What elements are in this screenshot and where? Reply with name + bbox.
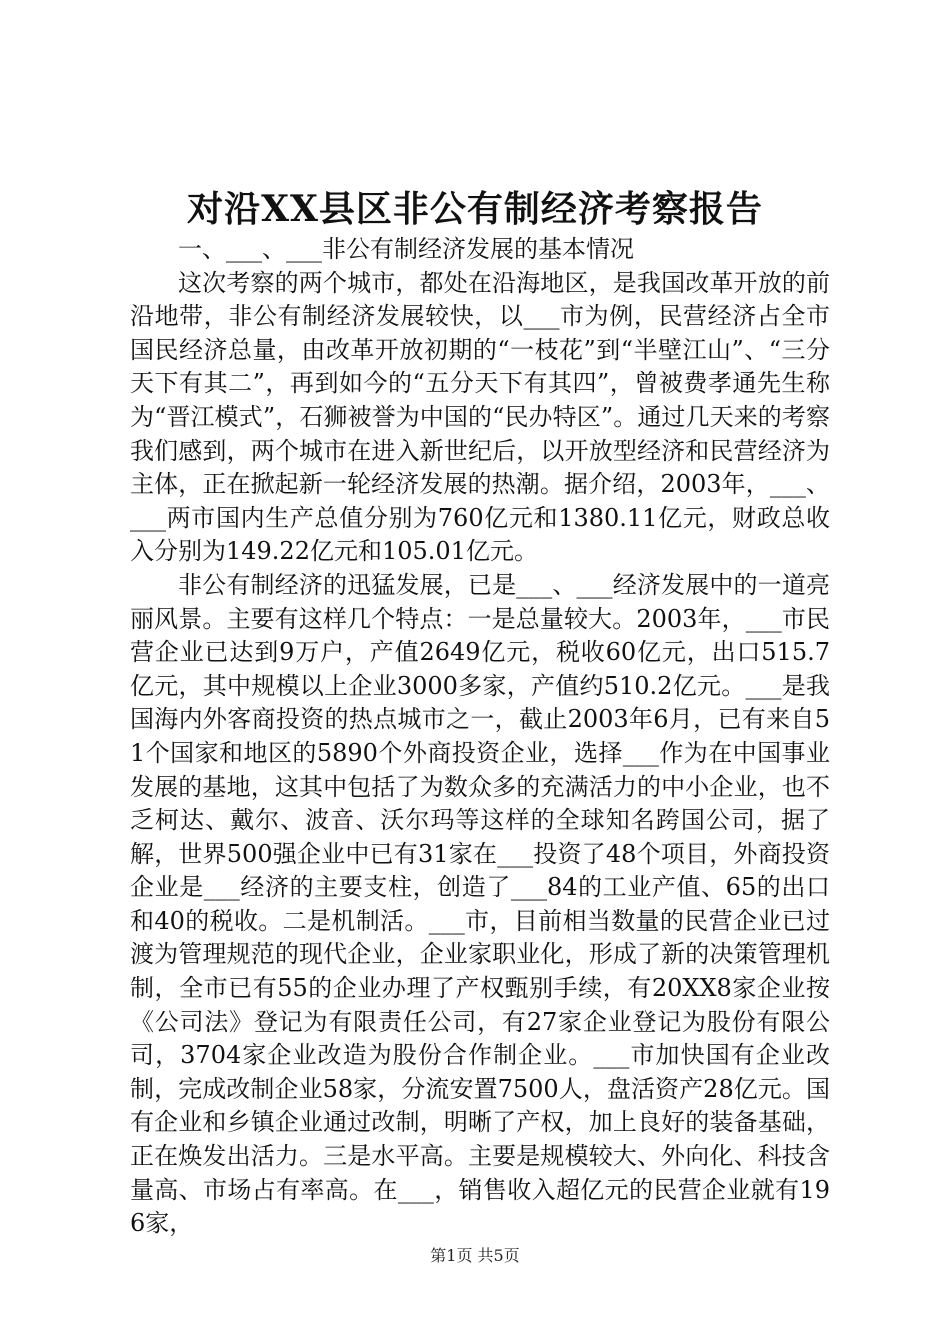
paragraph-2: 非公有制经济的迅猛发展，已是___、___经济发展中的一道亮丽风景。主要有这样几个特点：一是总量较大。2003年，___市民营企业已达到9万户，产值2649亿元，税收60亿元，出口515.7亿元，其中规模以上企业3000多家，产值约510.2亿元。___是我国海内外客商投资的热点城市之一，截止2003年6月，已有来自51个国家和地区的5890个外商投资企业，选择___作为在中国事业发展的基地，这其中包括了为数众多的充满活力的中小企业，也不乏柯达、戴尔、波音、沃尔玛等这样的全球知名跨国公司，据了解，世界500强企业中已有31家在___投资了48个项目，外商投资企业是___经济的主要支柱，创造了___84的工业产值、65的出口和40的税收。二是机制活。___市，目前相当数量的民营企业已过渡为管理规范的现代企业，企业家职业化，形成了新的决策管理机制，全市已有55的企业办理了产权甄别手续，有20XX8家企业按《公司法》登记为有限责任公司，有27家企业登记为股份有限公司，3704家企业改造为股份合作制企业。___市加快国有企业改制，完成改制企业58家，分流安置7500人，盘活资产28亿元。国有企业和乡镇企业通过改制，明晰了产权，加上良好的装备基础，正在焕发出活力。三是水平高。主要是规模较大、外向化、科技含量高、市场占有率高。在___，销售收入超亿元的民营企业就有196家， (130, 570, 830, 1238)
document-body (130, 233, 830, 1241)
page-footer: 第1页 共5页 (430, 1246, 520, 1265)
document-title: 对沿XX县区非公有制经济考察报告 (187, 188, 763, 230)
paragraph-1: 这次考察的两个城市，都处在沿海地区，是我国改革开放的前沿地带，非公有制经济发展较快，以___市为例，民营经济占全市国民经济总量，由改革开放初期的“一枝花”到“半壁江山”、“三分天下有其二”，再到如今的“五分天下有其四”，曾被费孝通先生称为“晋江模式”，石狮被誉为中国的“民办特区”。通过几天来的考察我们感到，两个城市在进入新世纪后，以开放型经济和民营经济为主体，正在掀起新一轮经济发展的热潮。据介绍，2003年，___、___两市国内生产总值分别为760亿元和1380.11亿元，财政总收入分别为149.22亿元和105.01亿元。 (130, 268, 830, 566)
section-heading: 一、___、___非公有制经济发展的基本情况 (178, 235, 634, 263)
